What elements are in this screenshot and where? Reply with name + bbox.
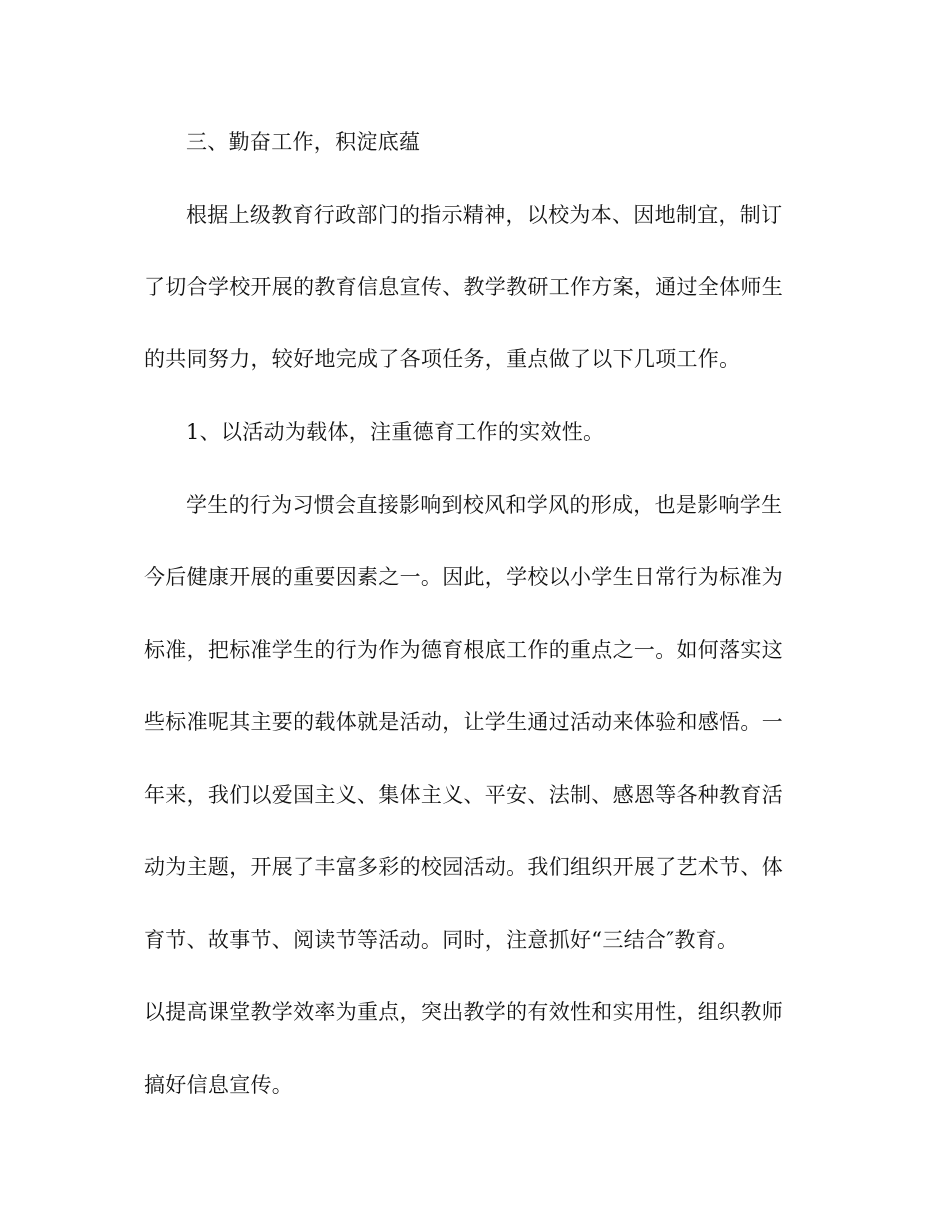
paragraph-3-line-2: 搞好信息宣传。: [144, 1073, 294, 1097]
paragraph-2-line-6: 动为主题，开展了丰富多彩的校园活动。我们组织开展了艺术节、体: [144, 855, 783, 879]
paragraph-2-line-4: 些标准呢其主要的载体就是活动，让学生通过活动来体验和感悟。一: [144, 710, 783, 734]
paragraph-2-line-3: 标准，把标准学生的行为作为德育根底工作的重点之一。如何落实这: [144, 638, 783, 662]
paragraph-1-line-3: 的共同努力，较好地完成了各项任务，重点做了以下几项工作。: [144, 347, 741, 371]
paragraph-2-line-2: 今后健康开展的重要因素之一。因此，学校以小学生日常行为标准为: [144, 565, 783, 589]
paragraph-1-line-1: 根据上级教育行政部门的指示精神，以校为本、因地制宜，制订: [186, 203, 783, 227]
section-heading: 三、勤奋工作，积淀底蕴: [186, 130, 421, 154]
subheading-1: 1、以活动为载体，注重德育工作的实效性。: [186, 420, 605, 444]
paragraph-1-line-2: 了切合学校开展的教育信息宣传、教学教研工作方案，通过全体师生: [144, 275, 783, 299]
paragraph-3-line-1: 以提高课堂教学效率为重点，突出教学的有效性和实用性，组织教师: [144, 1000, 783, 1024]
paragraph-2-line-5: 年来，我们以爱国主义、集体主义、平安、法制、感恩等各种教育活: [144, 783, 783, 807]
paragraph-2-line-7: 育节、故事节、阅读节等活动。同时，注意抓好“三结合″教育。: [144, 928, 739, 952]
paragraph-2-line-1: 学生的行为习惯会直接影响到校风和学风的形成，也是影响学生: [186, 493, 783, 517]
